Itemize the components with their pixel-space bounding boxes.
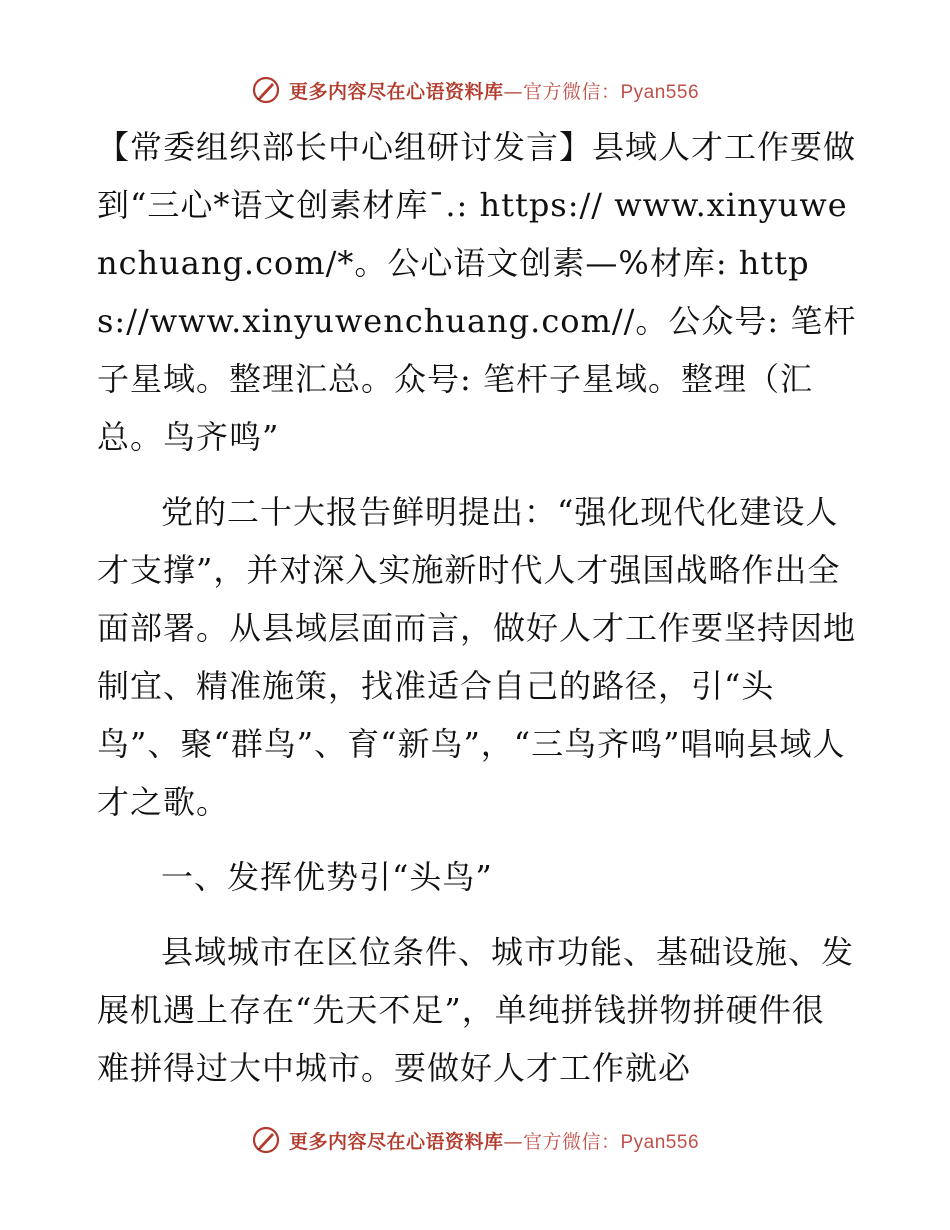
paragraph-intro: 党的二十大报告鲜明提出：“强化现代化建设人才支撑”，并对深入实施新时代人才强国战略作出全面部署。从县域层面而言，做好人才工作要坚持因地制宜、精准施策，找准适合自己的路径，引“头鸟”、聚“群鸟”、育“新鸟”，“三鸟齐鸣”唱响县域人才之歌。 (97, 493, 857, 821)
banner-text (289, 1127, 699, 1154)
paragraph-body: 县域城市在区位条件、城市功能、基础设施、发展机遇上存在“先天不足”，单纯拼钱拼物拼硬件很难拼得过大中城市。要做好人才工作就必 (97, 933, 855, 1087)
banner-dash: — (503, 80, 523, 103)
brush-logo-icon (251, 1125, 281, 1155)
banner-account: Pyan556 (620, 1131, 700, 1153)
banner-dash: — (503, 1130, 523, 1153)
banner-prefix: 更多内容尽在心语资料库 (288, 1130, 504, 1153)
banner-wechat-label: 官方微信： (522, 80, 621, 103)
header-banner (0, 70, 950, 110)
document-title: 【常委组织部长中心组研讨发言】县域人才工作要做到“三心*语文创素材库¯.: https:// www.xinyuwenchuang.com/*。公心语文创素—%材库: https://www.xinyuwenchuang.com//。公众号: 笔杆子星域。整理汇总。众号: 笔杆子星域。整理（汇总。鸟齐鸣” (97, 128, 857, 456)
banner-wechat-label: 官方微信： (522, 1130, 621, 1153)
section-heading: 一、发挥优势引“头鸟” (161, 858, 493, 896)
banner-prefix: 更多内容尽在心语资料库 (288, 80, 504, 103)
banner-text (289, 77, 699, 104)
brush-logo-icon (251, 75, 281, 105)
footer-banner (0, 1120, 950, 1160)
document-body (97, 118, 857, 1097)
banner-account: Pyan556 (620, 81, 700, 103)
